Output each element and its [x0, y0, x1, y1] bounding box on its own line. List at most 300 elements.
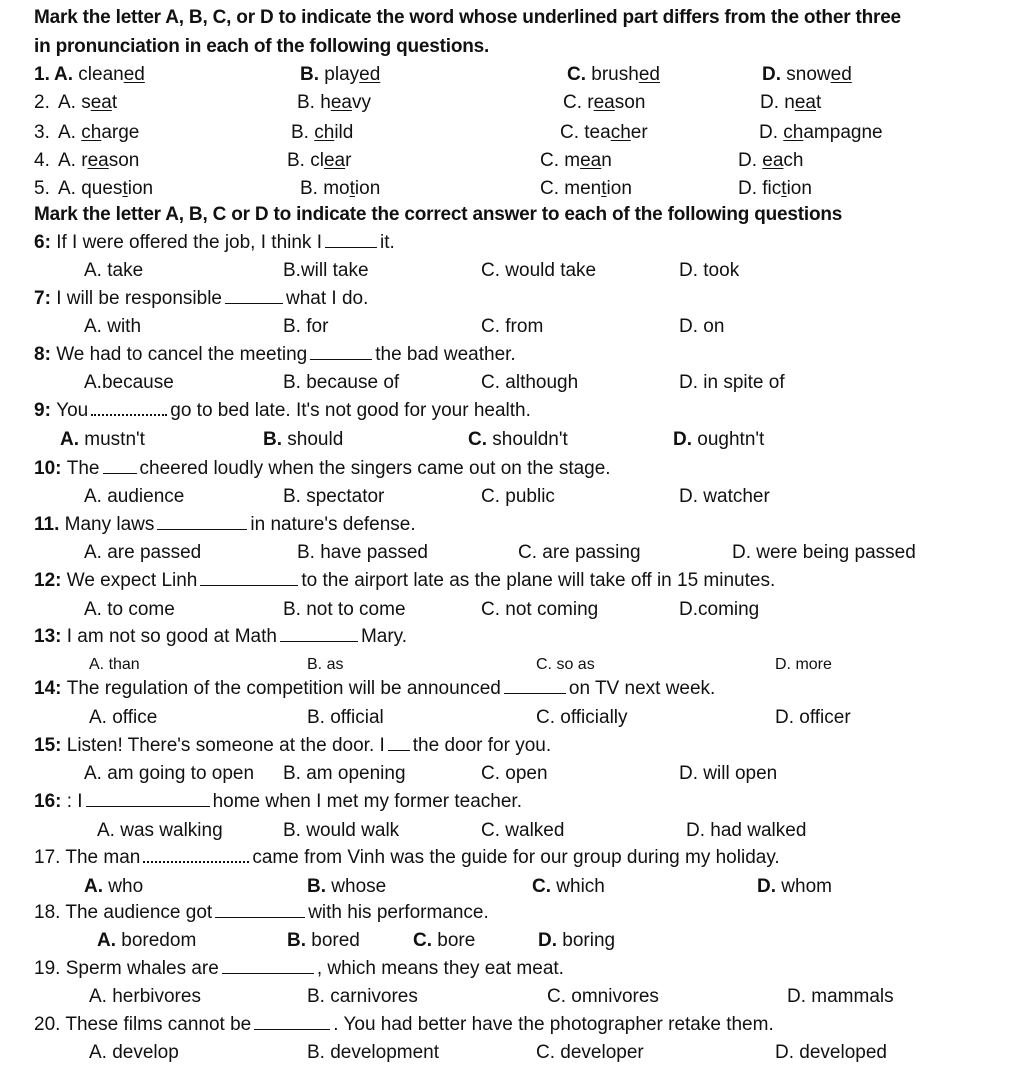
option-word-part: er: [630, 122, 648, 143]
section-heading-pronunciation: Mark the letter A, B, C, or D to indicate the word whose underlined part differs from the other three: [34, 7, 901, 28]
pron-question-number: 5.: [34, 178, 50, 199]
pron-option[interactable]: [760, 90, 821, 116]
option-text: B. not to come: [283, 599, 406, 620]
answer-option[interactable]: [89, 984, 201, 1010]
question-number: 18.: [34, 902, 66, 923]
pron-option[interactable]: [563, 90, 645, 116]
answer-option[interactable]: [732, 540, 916, 566]
option-word-part: n: [784, 92, 795, 113]
option-text: B. am opening: [283, 763, 406, 784]
question-stem: [34, 956, 564, 982]
option-letter: C.: [563, 92, 588, 113]
answer-option[interactable]: [481, 370, 578, 396]
option-word-part: tea: [584, 122, 611, 143]
pron-question-number: 1.: [34, 64, 50, 85]
option-text: C. walked: [481, 820, 565, 841]
underlined-sound: ea: [323, 150, 346, 171]
answer-blank[interactable]: [215, 901, 305, 918]
option-letter: B.: [287, 930, 312, 951]
option-letter: B.: [297, 92, 321, 113]
option-word-part: arge: [101, 122, 140, 143]
answer-option[interactable]: [97, 818, 223, 844]
option-word-part: s: [81, 92, 91, 113]
option-word-part: r: [81, 150, 88, 171]
option-text: C. officially: [536, 707, 628, 728]
answer-option[interactable]: [536, 1040, 644, 1066]
option-text: A. am going to open: [84, 763, 255, 784]
question-number: 13:: [34, 626, 67, 647]
answer-option[interactable]: [283, 314, 328, 340]
question-text: in nature's defense.: [250, 514, 416, 535]
option-text: C. although: [481, 372, 579, 393]
answer-option[interactable]: [84, 597, 175, 623]
underlined-sound: ed: [830, 64, 852, 85]
question-stem: [34, 900, 489, 926]
answer-option[interactable]: [538, 928, 615, 954]
option-letter: D.: [673, 429, 698, 450]
question-stem: [34, 624, 407, 650]
option-word-part: ques: [81, 178, 123, 199]
answer-option[interactable]: [775, 1040, 887, 1066]
answer-option[interactable]: [283, 761, 406, 787]
answer-blank[interactable]: [254, 1013, 330, 1030]
underlined-sound: t: [122, 178, 128, 199]
option-word-part: m: [564, 150, 581, 171]
answer-blank[interactable]: [103, 457, 137, 474]
option-text: A. take: [84, 260, 144, 281]
answer-option[interactable]: [686, 818, 806, 844]
question-text: came from Vinh was the guide for our group during my holiday.: [252, 847, 780, 868]
answer-option[interactable]: [775, 652, 832, 678]
option-letter: D.: [538, 930, 563, 951]
option-text: A. develop: [89, 1042, 179, 1063]
answer-option[interactable]: [60, 427, 145, 453]
underlined-sound: t: [601, 178, 607, 199]
underlined-sound: ch: [783, 122, 804, 143]
option-letter: A.: [54, 64, 79, 85]
question-number: 7:: [34, 288, 57, 309]
answer-option[interactable]: [283, 818, 399, 844]
answer-blank[interactable]: [91, 398, 167, 416]
option-text: D.coming: [679, 599, 760, 620]
option-letter: D.: [759, 122, 784, 143]
option-letter: C.: [540, 150, 565, 171]
question-text: with his performance.: [308, 902, 489, 923]
pron-option[interactable]: [58, 176, 153, 202]
question-text: You: [56, 400, 89, 421]
answer-option[interactable]: [757, 874, 832, 900]
option-text: B. as: [307, 656, 344, 673]
question-text: These films cannot be: [65, 1014, 252, 1035]
option-letter: A.: [58, 178, 82, 199]
answer-option[interactable]: [307, 652, 343, 678]
pron-option[interactable]: [738, 148, 804, 174]
pron-option[interactable]: [58, 148, 139, 174]
answer-blank[interactable]: [504, 677, 566, 694]
answer-option[interactable]: [283, 370, 399, 396]
question-stem: [34, 733, 551, 759]
question-number: 14:: [34, 678, 67, 699]
option-text: whose: [331, 876, 387, 897]
question-text: I will be responsible: [56, 288, 222, 309]
option-text: C. so as: [536, 656, 595, 673]
option-text: whom: [781, 876, 832, 897]
question-text: what I do.: [286, 288, 369, 309]
option-word-part: vy: [351, 92, 371, 113]
underlined-sound: ch: [314, 122, 335, 143]
answer-option[interactable]: [481, 597, 598, 623]
answer-option[interactable]: [89, 652, 140, 678]
answer-option[interactable]: [263, 427, 343, 453]
answer-blank[interactable]: [280, 625, 358, 642]
question-text: home when I met my former teacher.: [212, 791, 522, 812]
option-text: C. developer: [536, 1042, 644, 1063]
question-text: The man: [65, 847, 141, 868]
answer-option[interactable]: [481, 761, 548, 787]
question-text: to the airport late as the plane will take off in 15 minutes.: [301, 570, 776, 591]
option-letter: C.: [532, 876, 557, 897]
option-letter: D.: [738, 178, 763, 199]
option-text: A. audience: [84, 486, 185, 507]
option-text: boredom: [121, 930, 197, 951]
option-word-part: t: [816, 92, 822, 113]
option-word-part: ion: [786, 178, 812, 199]
question-number: 8:: [34, 344, 57, 365]
answer-option[interactable]: [481, 484, 555, 510]
option-word-part: snow: [786, 64, 831, 85]
option-letter: D.: [762, 64, 787, 85]
question-text: I am not so good at Math: [66, 626, 277, 647]
pron-option[interactable]: [58, 120, 139, 146]
pron-question-number: 4.: [34, 150, 50, 171]
option-word-part: h: [320, 92, 331, 113]
underlined-sound: t: [349, 178, 355, 199]
option-text: D. on: [679, 316, 725, 337]
option-text: C. from: [481, 316, 544, 337]
answer-option[interactable]: [84, 540, 201, 566]
option-word-part: ion: [354, 178, 381, 199]
answer-option[interactable]: [97, 928, 196, 954]
option-letter: A.: [58, 122, 82, 143]
pron-option[interactable]: [560, 120, 648, 146]
question-number: 19.: [34, 958, 66, 979]
answer-option[interactable]: [307, 984, 418, 1010]
option-text: bore: [437, 930, 476, 951]
option-word-part: cl: [310, 150, 324, 171]
answer-blank[interactable]: [157, 513, 247, 530]
option-text: D. had walked: [686, 820, 807, 841]
option-letter: C.: [540, 178, 565, 199]
answer-blank[interactable]: [388, 734, 410, 751]
answer-option[interactable]: [283, 258, 369, 284]
option-word-part: r: [345, 150, 352, 171]
pron-option[interactable]: [291, 120, 353, 146]
question-text: Many laws: [64, 514, 155, 535]
answer-option[interactable]: [287, 928, 360, 954]
option-word-part: play: [324, 64, 360, 85]
underlined-sound: ea: [580, 150, 602, 171]
option-text: D. in spite of: [679, 372, 785, 393]
option-word-part: ampagne: [803, 122, 883, 143]
option-letter: B.: [300, 64, 325, 85]
option-word-part: son: [614, 92, 646, 113]
option-text: A.because: [84, 372, 174, 393]
option-word-part: ion: [127, 178, 154, 199]
underlined-sound: t: [781, 178, 787, 199]
option-text: D. more: [775, 656, 832, 673]
answer-option[interactable]: [307, 705, 384, 731]
option-text: C. not coming: [481, 599, 599, 620]
option-word-part: son: [108, 150, 140, 171]
option-text: oughtn't: [697, 429, 765, 450]
option-text: B. because of: [283, 372, 400, 393]
answer-option[interactable]: [297, 540, 428, 566]
option-text: A. to come: [84, 599, 175, 620]
option-letter: C.: [468, 429, 493, 450]
answer-blank[interactable]: [143, 845, 249, 863]
option-text: A. office: [89, 707, 158, 728]
option-letter: A.: [58, 92, 82, 113]
underlined-sound: ea: [87, 150, 109, 171]
pron-option[interactable]: [287, 148, 351, 174]
underlined-sound: ea: [330, 92, 352, 113]
question-number: 9:: [34, 400, 57, 421]
option-letter: C.: [560, 122, 585, 143]
pron-option[interactable]: [540, 148, 612, 174]
answer-option[interactable]: [84, 874, 143, 900]
question-number: 20.: [34, 1014, 66, 1035]
answer-option[interactable]: [518, 540, 641, 566]
answer-option[interactable]: [679, 597, 759, 623]
answer-option[interactable]: [673, 427, 764, 453]
question-text: the bad weather.: [375, 344, 516, 365]
option-letter: A.: [97, 930, 122, 951]
pron-option[interactable]: [297, 90, 371, 116]
pron-option[interactable]: [738, 176, 812, 202]
answer-option[interactable]: [679, 761, 777, 787]
option-word-part: ion: [606, 178, 632, 199]
answer-option[interactable]: [84, 370, 174, 396]
option-text: A. are passed: [84, 542, 202, 563]
option-word-part: r: [587, 92, 594, 113]
question-text: We had to cancel the meeting: [56, 344, 308, 365]
answer-option[interactable]: [536, 705, 628, 731]
answer-option[interactable]: [481, 818, 564, 844]
question-number: 6:: [34, 232, 57, 253]
option-word-part: ch: [783, 150, 804, 171]
question-number: 17.: [34, 847, 66, 868]
option-text: C. open: [481, 763, 548, 784]
answer-option[interactable]: [775, 705, 851, 731]
answer-option[interactable]: [84, 484, 184, 510]
question-stem: [34, 1012, 774, 1038]
option-text: which: [556, 876, 605, 897]
question-text: cheered loudly when the singers came out on the stage.: [139, 458, 611, 479]
answer-blank[interactable]: [86, 790, 210, 807]
answer-option[interactable]: [307, 874, 386, 900]
option-word-part: fic: [762, 178, 782, 199]
option-text: boring: [562, 930, 616, 951]
option-letter: D.: [738, 150, 763, 171]
question-text: on TV next week.: [568, 678, 716, 699]
option-text: should: [287, 429, 344, 450]
answer-option[interactable]: [307, 1040, 439, 1066]
answer-option[interactable]: [536, 652, 595, 678]
option-letter: A.: [58, 150, 82, 171]
option-word-part: brush: [591, 64, 639, 85]
pron-option[interactable]: [762, 62, 852, 88]
underlined-sound: ea: [90, 92, 112, 113]
pron-option[interactable]: [300, 62, 380, 88]
option-text: D. officer: [775, 707, 851, 728]
answer-option[interactable]: [84, 258, 143, 284]
pron-option[interactable]: [567, 62, 660, 88]
option-text: B. official: [307, 707, 384, 728]
question-number: 15:: [34, 735, 67, 756]
option-text: B. have passed: [297, 542, 428, 563]
question-text: it.: [379, 232, 395, 253]
pron-option[interactable]: [300, 176, 380, 202]
question-stem: [34, 398, 531, 424]
option-text: B. would walk: [283, 820, 400, 841]
question-stem: [34, 568, 775, 594]
option-text: D. watcher: [679, 486, 770, 507]
section-heading-pronunciation-cont: in pronunciation in each of the following questions.: [34, 36, 490, 57]
answer-option[interactable]: [89, 705, 157, 731]
answer-option[interactable]: [787, 984, 894, 1010]
answer-option[interactable]: [679, 370, 785, 396]
option-word-part: men: [564, 178, 602, 199]
option-letter: B.: [291, 122, 315, 143]
option-text: B. for: [283, 316, 329, 337]
answer-option[interactable]: [283, 484, 384, 510]
question-text: the door for you.: [412, 735, 552, 756]
pron-question-number: 3.: [34, 122, 50, 143]
answer-blank[interactable]: [200, 569, 298, 586]
answer-option[interactable]: [413, 928, 475, 954]
option-word-part: clean: [78, 64, 124, 85]
underlined-sound: ed: [638, 64, 660, 85]
option-text: A. herbivores: [89, 986, 201, 1007]
question-stem: [34, 845, 780, 871]
option-letter: B.: [263, 429, 288, 450]
answer-option[interactable]: [283, 597, 406, 623]
option-text: C. omnivores: [547, 986, 659, 1007]
answer-option[interactable]: [481, 314, 543, 340]
question-text: The regulation of the competition will be announced: [66, 678, 501, 699]
option-letter: D.: [760, 92, 785, 113]
option-text: A. than: [89, 656, 140, 673]
option-letter: B.: [287, 150, 311, 171]
section-heading-grammar: Mark the letter A, B, C or D to indicate the correct answer to each of the following questions: [34, 204, 843, 225]
question-text: : I: [66, 791, 83, 812]
pron-option[interactable]: [58, 90, 117, 116]
question-stem: [34, 286, 368, 312]
option-letter: C.: [413, 930, 438, 951]
question-text: go to bed late. It's not good for your health.: [170, 400, 531, 421]
option-text: B. carnivores: [307, 986, 418, 1007]
question-stem: [34, 512, 416, 538]
answer-option[interactable]: [679, 314, 724, 340]
option-text: mustn't: [84, 429, 145, 450]
answer-option[interactable]: [679, 484, 770, 510]
answer-option[interactable]: [89, 1040, 179, 1066]
option-text: B.will take: [283, 260, 369, 281]
answer-blank[interactable]: [310, 343, 372, 360]
underlined-sound: ea: [762, 150, 784, 171]
answer-option[interactable]: [84, 761, 254, 787]
underlined-sound: ed: [359, 64, 381, 85]
option-letter: C.: [567, 64, 592, 85]
underlined-sound: ch: [81, 122, 102, 143]
option-letter: A.: [84, 876, 109, 897]
question-text: We expect Linh: [66, 570, 198, 591]
answer-option[interactable]: [468, 427, 568, 453]
question-stem: [34, 789, 522, 815]
answer-option[interactable]: [679, 258, 739, 284]
question-number: 12:: [34, 570, 67, 591]
option-word-part: n: [601, 150, 612, 171]
answer-option[interactable]: [547, 984, 659, 1010]
answer-option[interactable]: [532, 874, 605, 900]
option-word-part: t: [111, 92, 118, 113]
pron-option[interactable]: [540, 176, 632, 202]
option-text: D. will open: [679, 763, 778, 784]
question-stem: [34, 230, 395, 256]
option-text: B. development: [307, 1042, 440, 1063]
option-text: C. public: [481, 486, 555, 507]
underlined-sound: ea: [794, 92, 816, 113]
option-text: D. took: [679, 260, 740, 281]
question-stem: [34, 456, 611, 482]
option-text: C. would take: [481, 260, 597, 281]
question-text: The audience got: [65, 902, 213, 923]
option-text: D. were being passed: [732, 542, 916, 563]
option-word-part: mo: [323, 178, 350, 199]
option-text: B. spectator: [283, 486, 385, 507]
question-number: 16:: [34, 791, 67, 812]
pron-option[interactable]: [759, 120, 883, 146]
question-text: Sperm whales are: [65, 958, 219, 979]
option-letter: D.: [757, 876, 782, 897]
question-text: If I were offered the job, I think I: [56, 232, 322, 253]
question-number: 11.: [34, 514, 65, 535]
option-text: D. mammals: [787, 986, 894, 1007]
answer-blank[interactable]: [225, 287, 283, 304]
question-stem: [34, 676, 715, 702]
answer-option[interactable]: [84, 314, 141, 340]
question-text: The: [66, 458, 100, 479]
answer-blank[interactable]: [325, 231, 377, 248]
question-number: 10:: [34, 458, 67, 479]
option-text: D. developed: [775, 1042, 887, 1063]
underlined-sound: ch: [610, 122, 631, 143]
question-text: , which means they eat meat.: [316, 958, 564, 979]
answer-option[interactable]: [481, 258, 596, 284]
option-letter: A.: [60, 429, 85, 450]
option-text: A. was walking: [97, 820, 223, 841]
pron-question-number: 2.: [34, 92, 50, 113]
question-text: . You had better have the photographer retake them.: [333, 1014, 774, 1035]
option-word-part: ild: [334, 122, 354, 143]
question-text: Mary.: [360, 626, 408, 647]
answer-blank[interactable]: [222, 957, 314, 974]
underlined-sound: ed: [123, 64, 145, 85]
pron-option[interactable]: [54, 62, 145, 88]
option-letter: B.: [307, 876, 332, 897]
option-letter: B.: [300, 178, 324, 199]
option-text: C. are passing: [518, 542, 641, 563]
